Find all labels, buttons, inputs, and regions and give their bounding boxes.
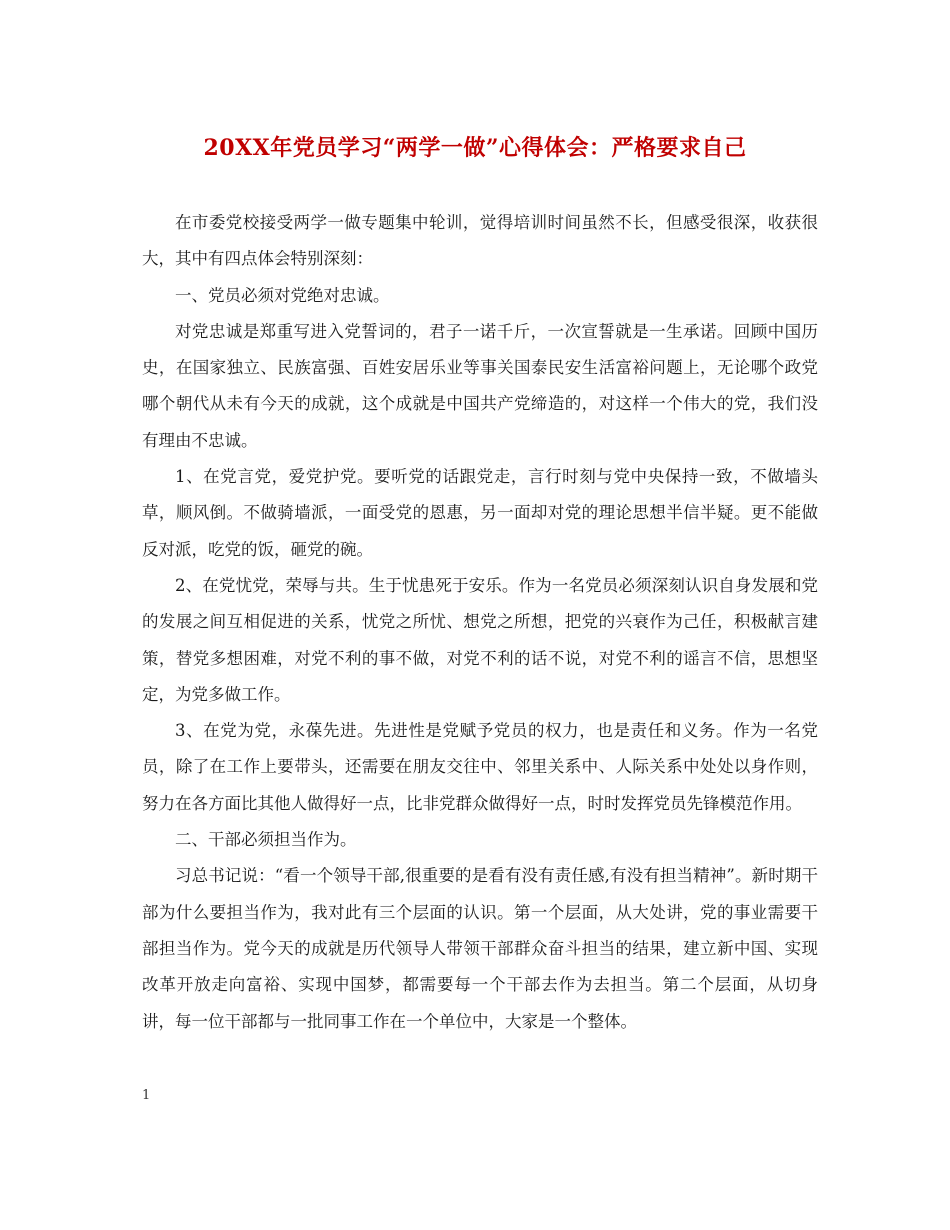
heading-section-2: 二、干部必须担当作为。 bbox=[175, 830, 357, 850]
paragraph-responsibility: 习总书记说：“看一个领导干部,很重要的是看有没有责任感,有没有担当精神”。新时期干部为什么要担当作为，我对此有三个层面的认识。第一个层面，从大处讲，党的事业需要干部担当作为。党今天的成就是历代领导人带领干部群众奋斗担当的结果，建立新中国、实现改革开放走向富裕、实现中国梦，都需要每一个干部去作为去担当。第二个层面，从切身讲，每一位干部都与一批同事工作在一个单位中，大家是一个整体。 bbox=[142, 866, 818, 1031]
document-title: 20XX年党员学习“两学一做”心得体会：严格要求自己 bbox=[203, 135, 747, 161]
paragraph-point-1: 1、在党言党，爱党护党。要听党的话跟党走，言行时刻与党中央保持一致，不做墙头草，顺风倒。不做骑墙派，一面受党的恩惠，另一面却对党的理论思想半信半疑。更不能做反对派，吃党的饭，砸党的碗。 bbox=[142, 467, 818, 559]
paragraph-intro: 在市委党校接受两学一做专题集中轮训，觉得培训时间虽然不长，但感受很深，收获很大，其中有四点体会特别深刻： bbox=[142, 213, 818, 269]
paragraph-point-2: 2、在党忧党，荣辱与共。生于忧患死于安乐。作为一名党员必须深刻认识自身发展和党的发展之间互相促进的关系，忧党之所忧、想党之所想，把党的兴衰作为己任，积极献言建策，替党多想困难，对党不利的事不做，对党不利的话不说，对党不利的谣言不信，思想坚定，为党多做工作。 bbox=[142, 575, 818, 704]
paragraph-loyalty: 对党忠诚是郑重写进入党誓词的，君子一诺千斤，一次宣誓就是一生承诺。回顾中国历史，在国家独立、民族富强、百姓安居乐业等事关国泰民安生活富裕问题上，无论哪个政党哪个朝代从未有今天的成就，这个成就是中国共产党缔造的，对这样一个伟大的党，我们没有理由不忠诚。 bbox=[142, 321, 818, 450]
heading-section-1: 一、党员必须对党绝对忠诚。 bbox=[175, 285, 390, 305]
document-body bbox=[142, 205, 818, 1040]
paragraph-point-3: 3、在党为党，永葆先进。先进性是党赋予党员的权力，也是责任和义务。作为一名党员，除了在工作上要带头，还需要在朋友交往中、邻里关系中、人际关系中处处以身作则，努力在各方面比其他人做得好一点，比非党群众做得好一点，时时发挥党员先锋模范作用。 bbox=[142, 721, 818, 813]
page-number: 1 bbox=[142, 1088, 151, 1103]
